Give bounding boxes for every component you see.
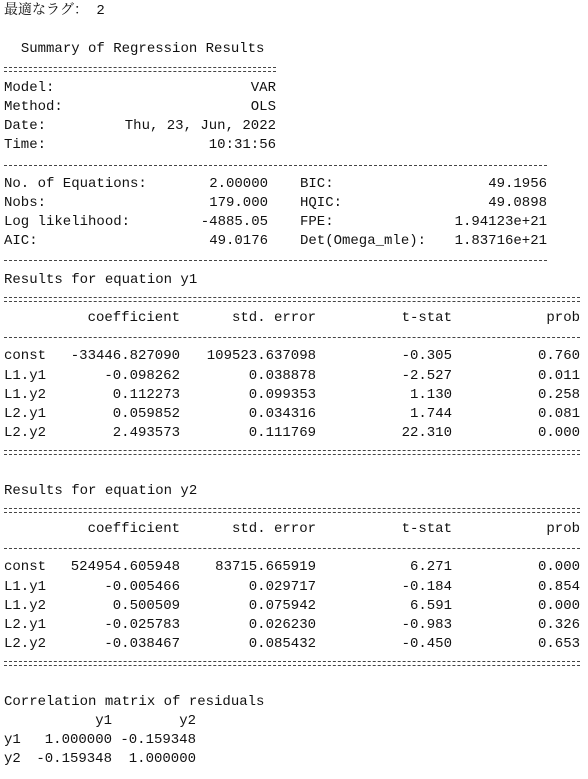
stats-row: Log likelihood: -4885.05 FPE: 1.94123e+21 [4, 214, 547, 231]
table-row: L2.y2 2.493573 0.111769 22.310 0.000 [4, 425, 580, 442]
meta-row: Method: OLS [4, 98, 276, 115]
stats-divider-bottom [4, 251, 588, 270]
table-divider [4, 290, 588, 309]
summary-meta [4, 79, 588, 156]
stats-divider-top [4, 156, 588, 175]
table-row: const -33446.827090 109523.637098 -0.305 0.760 [4, 348, 580, 365]
meta-row: Time: 10:31:56 [4, 137, 276, 154]
table-row: L1.y1 -0.098262 0.038878 -2.527 0.011 [4, 367, 580, 384]
summary-stats [4, 175, 588, 252]
summary-divider [4, 60, 588, 79]
table-divider [4, 443, 588, 462]
table-row: L1.y2 0.112273 0.099353 1.130 0.258 [4, 386, 580, 403]
table-divider [4, 501, 588, 520]
correlation-header: y1 y2 [95, 712, 196, 729]
equation-title: Results for equation y2 [4, 482, 198, 499]
table-row: L1.y1 -0.005466 0.029717 -0.184 0.854 [4, 578, 580, 595]
table-header: coefficient std. error t-stat prob [87, 310, 580, 326]
meta-row: Date: Thu, 23, Jun, 2022 [4, 118, 276, 135]
equation-title: Results for equation y1 [4, 271, 198, 288]
stats-row: Nobs: 179.000 HQIC: 49.0898 [4, 194, 547, 211]
equation-y2-rows [4, 558, 588, 654]
stats-row: AIC: 49.0176 Det(Omega_mle): 1.83716e+21 [4, 233, 547, 250]
table-row: L2.y2 -0.038467 0.085432 -0.450 0.653 [4, 636, 580, 653]
correlation-row: y2 -0.159348 1.000000 [4, 751, 196, 768]
correlation-title: Correlation matrix of residuals [4, 693, 265, 710]
stats-row: No. of Equations: 2.00000 BIC: 49.1956 [4, 175, 547, 192]
meta-row: Model: VAR [4, 79, 276, 96]
optimal-lag-text: 最適なラグ： 2 [4, 3, 105, 19]
summary-title: Summary of Regression Results [20, 41, 265, 58]
correlation-row: y1 1.000000 -0.159348 [4, 732, 196, 749]
table-divider [4, 539, 588, 558]
table-divider [4, 654, 588, 673]
table-header: coefficient std. error t-stat prob [87, 521, 580, 538]
table-row: L2.y1 -0.025783 0.026230 -0.983 0.326 [4, 617, 580, 633]
table-row: const 524954.605948 83715.665919 6.271 0.000 [4, 559, 580, 576]
equation-y1-rows [4, 347, 588, 443]
table-row: L1.y2 0.500509 0.075942 6.591 0.000 [4, 597, 580, 614]
table-divider [4, 328, 588, 347]
table-row: L2.y1 0.059852 0.034316 1.744 0.081 [4, 405, 580, 422]
